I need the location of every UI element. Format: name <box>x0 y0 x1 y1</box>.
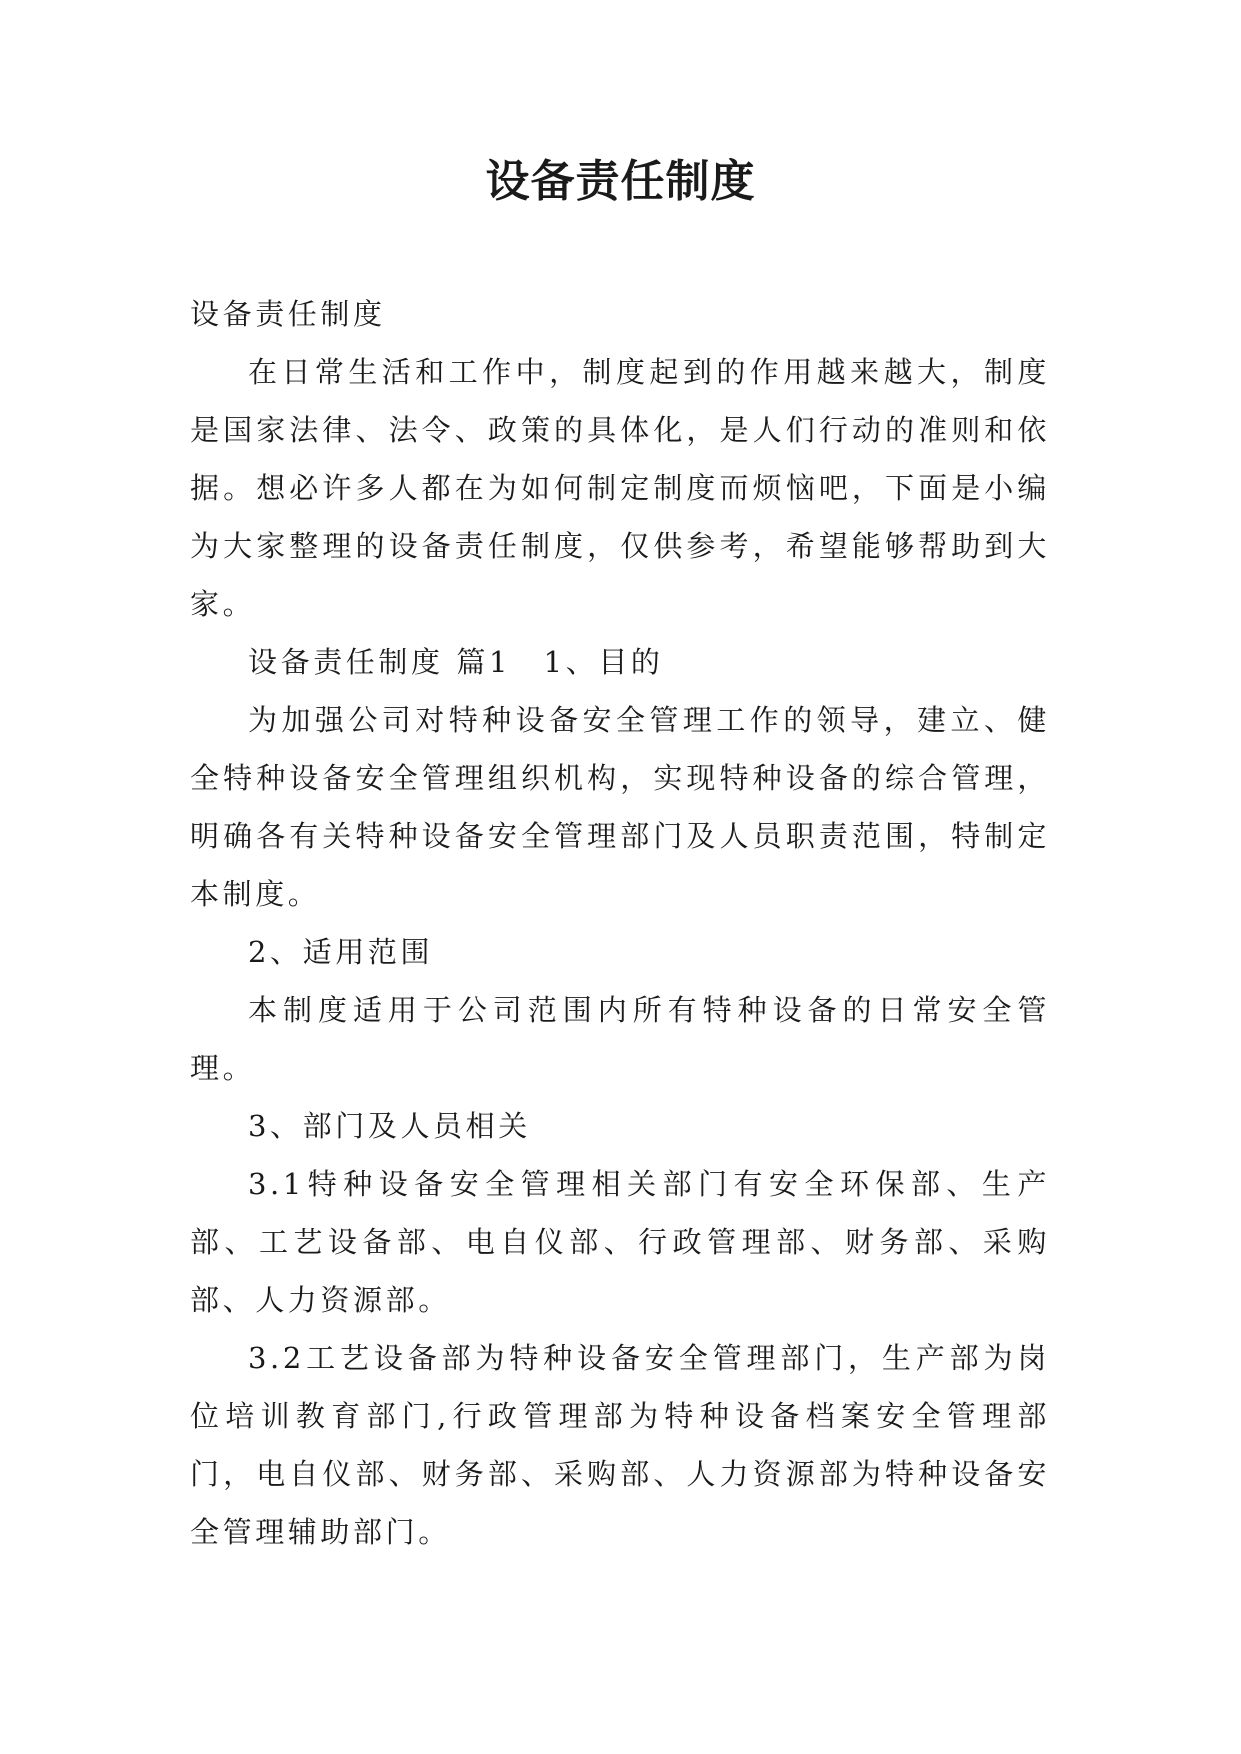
subtitle-paragraph: 设备责任制度 <box>190 297 386 331</box>
document-body <box>190 285 1050 1561</box>
section-heading-departments: 3、部门及人员相关 <box>248 1109 531 1143</box>
clause-3-2-paragraph: 3.2工艺设备部为特种设备安全管理部门，生产部为岗位培训教育部门,行政管理部为特种设备档案安全管理部门，电自仪部、财务部、采购部、人力资源部为特种设备安全管理辅助部门。 <box>190 1341 1050 1549</box>
intro-paragraph: 在日常生活和工作中，制度起到的作用越来越大，制度是国家法律、法令、政策的具体化，是人们行动的准则和依据。想必许多人都在为如何制定制度而烦恼吧，下面是小编为大家整理的设备责任制度，仅供参考，希望能够帮助到大家。 <box>190 355 1050 621</box>
section-heading-purpose: 设备责任制度 篇1 1、目的 <box>248 645 664 679</box>
purpose-paragraph: 为加强公司对特种设备安全管理工作的领导，建立、健全特种设备安全管理组织机构，实现特种设备的综合管理，明确各有关特种设备安全管理部门及人员职责范围，特制定本制度。 <box>190 703 1050 911</box>
section-heading-scope: 2、适用范围 <box>248 935 434 969</box>
scope-paragraph: 本制度适用于公司范围内所有特种设备的日常安全管理。 <box>190 993 1050 1085</box>
clause-3-1-paragraph: 3.1特种设备安全管理相关部门有安全环保部、生产部、工艺设备部、电自仪部、行政管理部、财务部、采购部、人力资源部。 <box>190 1167 1050 1317</box>
document-title: 设备责任制度 <box>485 156 756 207</box>
